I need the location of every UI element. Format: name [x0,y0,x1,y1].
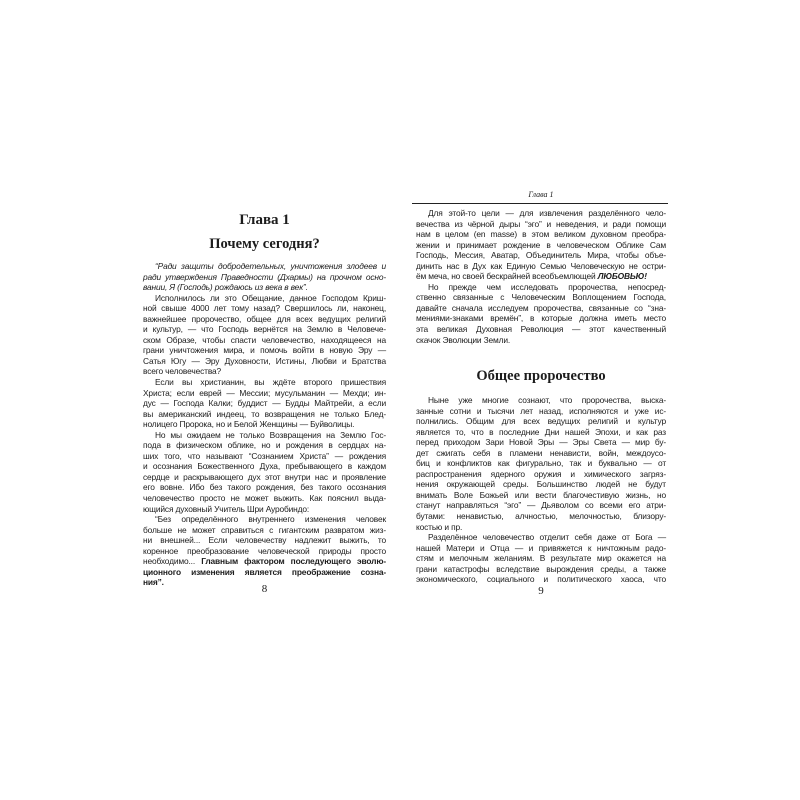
text-line: сердце и раскрывающего дух этот внутри нас и проявление [143,471,386,482]
text-line: Но мы ожидаем не только Возвращения на Землю Гос- [155,429,386,440]
right-body-text-top [416,208,666,345]
right-body-text-bottom [416,395,666,585]
text-line: Ныне уже многие сознают, что пророчества, выска- [428,395,666,405]
text-line: нашей Матери и Отца — и привяжется к ничтожным радо- [416,542,666,553]
text-line [416,271,666,282]
text-run: необходимо... [143,556,202,567]
text-line: вании, Я (Господь) рождаюсь из века в век”. [143,282,308,293]
text-line: и культур, — что Господь вернётся на Землю в Человече- [143,324,386,335]
text-line: Господь, Мессия, Аватар, Объединитель Мира, чтобы объе- [416,250,666,261]
text-line: Исполнилось ли это Обещание, данное Господом Криш- [155,292,386,303]
text-line: ших того, что называют “Сознанием Христа” — рождения [143,450,386,461]
text-line: эта великая Духовная Революция — этот качественный [416,324,666,335]
text-line: важнейшее пророчество, общее для всех ведущих религий [143,313,386,324]
text-line: нолицего Пророка, но и Белой Женщины — Буйволицы. [143,419,355,430]
emphasized-text: Главным фактором последующего эволю- [201,556,386,567]
text-line: жении и принимает рождение в человеческом Облике Сам [416,239,666,250]
paragraph [143,377,386,430]
text-line: грани уничтожения мира, и помочь войти в новую Эру — [143,345,386,356]
text-line: распространения ядерного оружия и химического загряз- [416,468,666,479]
text-line: является то, что в последние Дни нашей Эпохи, и как раз [416,426,666,437]
text-line: всего человечества? [143,366,222,377]
text-line: бутами: ненавистью, алчностью, мелочностью, близору- [416,511,666,522]
text-line: Для этой-то цели — для извлечения разделённого чело- [428,208,666,218]
text-line [143,556,386,567]
page-number: 8 [261,583,268,595]
paragraph [143,293,386,377]
paragraph [416,282,666,345]
chapter-heading: Глава 1 [239,212,290,228]
section-title: Общее пророчество [476,368,606,384]
right-page [416,0,666,800]
text-line: перед приходом Зари Новой Эры — Эры Света — мир бу- [416,437,666,448]
text-line: Если вы христианин, вы ждёте второго пришествия [155,377,386,388]
paragraph [143,430,386,514]
text-line: дус — Господа Калки; буддист — Будды Майтрейи, а если [143,398,386,409]
text-line: ющийся духовный Учитель Шри Ауробиндо: [143,503,310,514]
text-line: ни внешней... Если человечеству надлежит выжить, то [143,535,386,546]
text-line: ском Образе, чтобы спасти человечество, находящееся на [143,334,386,345]
text-line [143,567,386,578]
left-body-text [143,261,386,588]
paragraph [416,532,666,585]
text-line: Сатья Югу — Эру Духовности, Истины, Любви и Братства [143,355,386,366]
text-line: костью и пр. [416,521,463,532]
text-line: полнились. Общим для всех ведущих религий и культур [416,416,666,427]
text-line: биц и конфликтов как фигурально, так и буквально — от [416,458,666,469]
running-head: Глава 1 [528,190,554,199]
page-number: 9 [538,585,544,597]
text-line: больше не может справиться с гигантским развратом жиз- [143,524,386,535]
text-line: экономического, социального и политического хаоса, что [416,574,666,585]
paragraph [143,261,386,293]
text-line: грани катастрофы вследствие вырождения среды, а также [416,563,666,574]
text-line: Но прежде чем исследовать пророчества, непосред- [428,281,666,292]
text-line: ной свыше 4000 лет тому назад? Свершилось ли, наконец, [143,303,386,314]
paragraph [143,514,386,588]
text-line: и осознания Божественного Духа, пребывающего в каждом [143,461,386,472]
emphasized-text: ЛЮБОВЬЮ! [597,271,647,282]
emphasized-text: ния”. [143,577,164,588]
text-line: Разделённое человечество отделит себя даже от Бога — [428,532,666,543]
paragraph [416,395,666,532]
text-line: мениями-знаками времён”, в которые должна иметь место [416,313,666,324]
header-rule [412,203,668,204]
chapter-title: Почему сегодня? [209,236,320,252]
text-line: станут направляться “эго” — Дьяволом со всеми его атри- [416,500,666,511]
text-line: скачок Эволюции Земли. [416,334,511,345]
text-line: нам в целом (en masse) в этом великом духовном преобра- [416,229,666,240]
text-line: коренное преобразование человеческой природы просто [143,545,386,556]
text-line: “Ради защиты добродетельных, уничтожения злодеев и [155,261,386,271]
text-line: дет сжигать себя в пламени ненависти, войн, междоусо- [416,447,666,458]
text-line: давайте сначала исследуем пророчества, связанные со “зна- [416,302,666,313]
text-line: человечество просто не может выжить. Как пояснил выда- [143,493,386,504]
text-line: “Без определённого внутреннего изменения человек [155,514,386,525]
text-line: ственно связанные с Человеческим Воплощением Господа, [416,292,666,303]
text-line: Христа; если еврей — Мессии; мусульманин — Мехди; ин- [143,387,386,398]
text-line: вечества из чёрной дыры “эго” и неведения, и ради помощи [416,218,666,229]
emphasized-text: ционного изменения является преображение созна- [143,566,386,577]
text-line: динить нас в Дух как Единую Семью Человеческую не остри- [416,260,666,271]
text-line: ради утверждения Праведности (Дхармы) на прочном осно- [143,271,386,282]
text-run: ём меча, но своей бескрайней всеобъемлющей [416,271,598,282]
text-line: вы американский индеец, то возвращения не только Блед- [143,408,386,419]
text-line: его вовне. Ибо без такого рождения, без такого осознания [143,482,386,493]
text-line: внимать Воле Божьей или вести благочестивую жизнь, но [416,489,666,500]
text-line: нения окружающей среды. Большинство людей не будут [416,479,666,490]
paragraph [416,208,666,282]
left-page [143,0,386,800]
text-line: стям и мелочным желаниям. В результате мир окажется на [416,553,666,564]
text-line: занные сотни и тысячи лет назад, исполняются и уже ис- [416,405,666,416]
text-line: пода в физическом облике, но и рождения в сердцах на- [143,440,386,451]
